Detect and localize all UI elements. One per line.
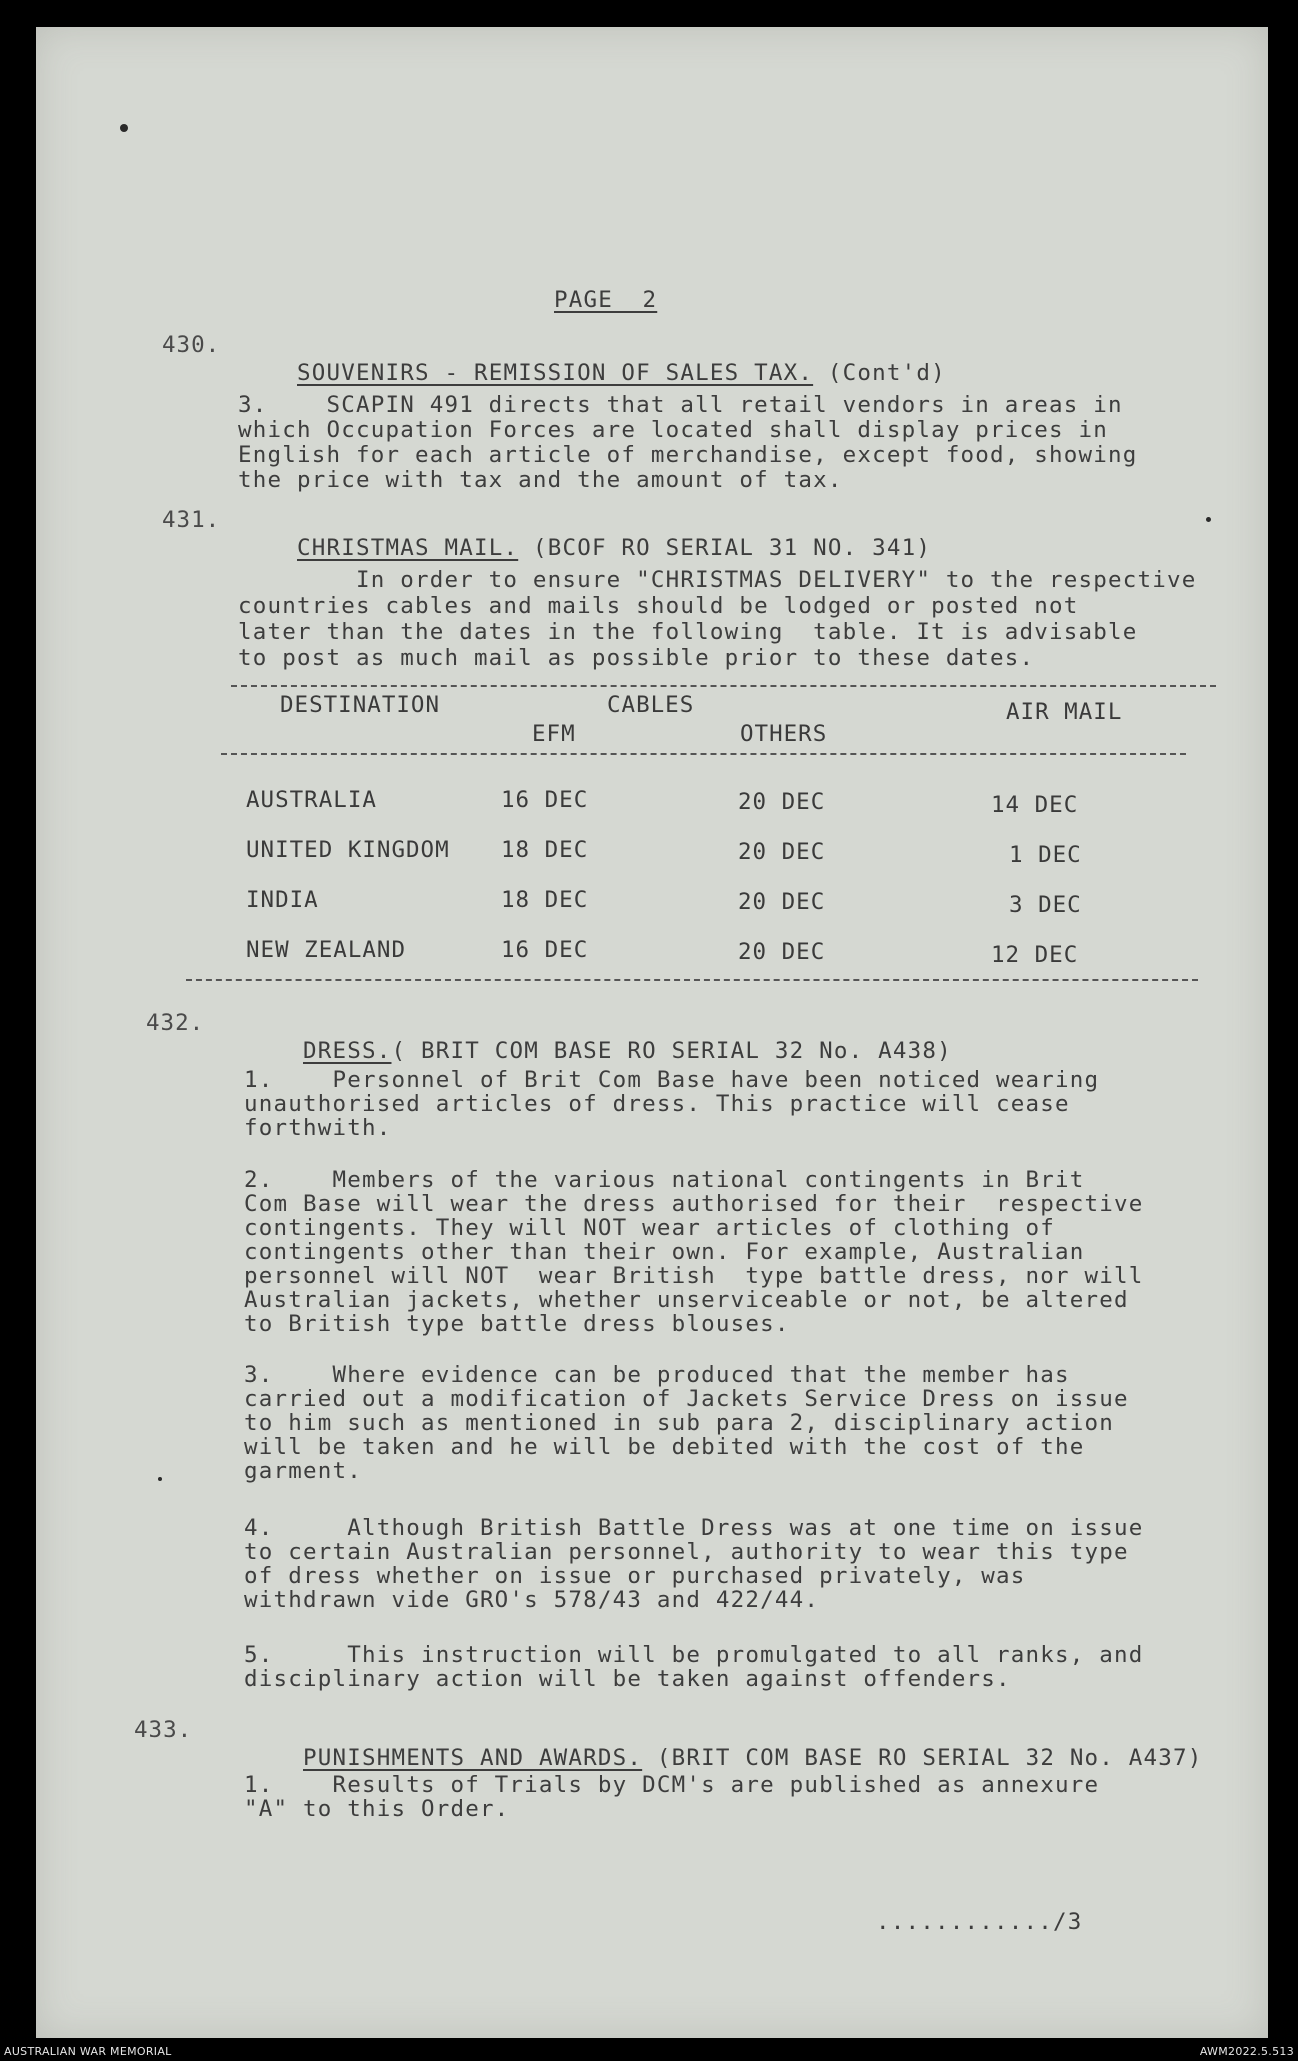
paragraph-line: to him such as mentioned in sub para 2, disciplinary action bbox=[244, 1410, 1115, 1436]
header-cables: CABLES bbox=[607, 692, 695, 718]
table-cell-others: 20 DEC bbox=[738, 889, 826, 915]
paragraph-line: to British type battle dress blouses. bbox=[244, 1311, 790, 1337]
paragraph-line: Australian jackets, whether unserviceable or not, be altered bbox=[244, 1287, 1129, 1313]
paragraph-line: English for each article of merchandise, except food, showing bbox=[238, 442, 1138, 468]
table-cell-efm: 16 DEC bbox=[501, 787, 589, 813]
paragraph-line: which Occupation Forces are located shall display prices in bbox=[238, 417, 1109, 443]
paragraph-line: "A" to this Order. bbox=[244, 1796, 510, 1822]
paragraph-line: unauthorised articles of dress. This practice will cease bbox=[244, 1091, 1070, 1117]
paragraph-line: Com Base will wear the dress authorised for their respective bbox=[244, 1191, 1144, 1217]
table-cell-others: 20 DEC bbox=[738, 839, 826, 865]
header-air-mail: AIR MAIL bbox=[1006, 699, 1123, 725]
paragraph-line: garment. bbox=[244, 1458, 362, 1484]
paragraph-line: contingents. They will NOT wear articles of clothing of bbox=[244, 1215, 1056, 1241]
header-efm: EFM bbox=[532, 721, 576, 747]
table-cell-destination: AUSTRALIA bbox=[246, 787, 377, 813]
header-others: OTHERS bbox=[740, 721, 828, 747]
ink-speck bbox=[1206, 517, 1211, 522]
ink-speck bbox=[120, 124, 128, 132]
paragraph-line: personnel will NOT wear British type battle dress, nor will bbox=[244, 1263, 1144, 1289]
table-cell-air-mail: 1 DEC bbox=[1009, 842, 1082, 868]
table-cell-efm: 18 DEC bbox=[501, 887, 589, 913]
paragraph-line: 1. Results of Trials by DCM's are published as annexure bbox=[244, 1772, 1100, 1798]
section-title: DRESS. bbox=[303, 1038, 392, 1064]
footer-right: AWM2022.5.513 bbox=[1199, 2045, 1294, 2058]
paragraph-line: to post as much mail as possible prior to these dates. bbox=[238, 645, 1035, 671]
table-rule-bottom bbox=[186, 979, 1198, 981]
section-number: 431. bbox=[162, 507, 221, 533]
section-title-suffix: ( BRIT COM BASE RO SERIAL 32 No. A438) bbox=[391, 1038, 952, 1064]
header-destination: DESTINATION bbox=[280, 692, 441, 718]
table-cell-air-mail: 3 DEC bbox=[1009, 892, 1082, 918]
paragraph-line: will be taken and he will be debited with the cost of the bbox=[244, 1434, 1085, 1460]
table-cell-destination: NEW ZEALAND bbox=[246, 937, 407, 963]
table-cell-others: 20 DEC bbox=[738, 789, 826, 815]
paragraph-line: In order to ensure "CHRISTMAS DELIVERY" to the respective bbox=[238, 567, 1197, 593]
paragraph-line: 2. Members of the various national contingents in Brit bbox=[244, 1167, 1085, 1193]
table-cell-air-mail: 14 DEC bbox=[991, 792, 1079, 818]
table-cell-destination: UNITED KINGDOM bbox=[246, 837, 450, 863]
paragraph-line: forthwith. bbox=[244, 1115, 392, 1141]
document-page bbox=[36, 27, 1268, 2038]
paragraph-line: 1. Personnel of Brit Com Base have been noticed wearing bbox=[244, 1067, 1100, 1093]
paragraph-line: carried out a modification of Jackets Service Dress on issue bbox=[244, 1386, 1129, 1412]
paragraph-line: to certain Australian personnel, authority to wear this type bbox=[244, 1539, 1129, 1565]
table-cell-others: 20 DEC bbox=[738, 939, 826, 965]
table-rule-header bbox=[221, 753, 1186, 755]
table-cell-efm: 16 DEC bbox=[501, 937, 589, 963]
section-title: PUNISHMENTS AND AWARDS. bbox=[303, 1745, 643, 1771]
section-number: 432. bbox=[146, 1010, 205, 1036]
table-cell-air-mail: 12 DEC bbox=[991, 942, 1079, 968]
table-cell-destination: INDIA bbox=[246, 887, 319, 913]
table-rule-top bbox=[231, 685, 1216, 687]
footer-left: AUSTRALIAN WAR MEMORIAL bbox=[4, 2045, 172, 2058]
section-title: CHRISTMAS MAIL. bbox=[297, 535, 519, 561]
paragraph-line: disciplinary action will be taken against offenders. bbox=[244, 1666, 1011, 1692]
paragraph-line: withdrawn vide GRO's 578/43 and 422/44. bbox=[244, 1587, 820, 1613]
section-number: 433. bbox=[134, 1717, 193, 1743]
paragraph-line: of dress whether on issue or purchased privately, was bbox=[244, 1563, 1026, 1589]
paragraph-line: 3. SCAPIN 491 directs that all retail vendors in areas in bbox=[238, 392, 1123, 418]
paragraph-line: contingents other than their own. For example, Australian bbox=[244, 1239, 1085, 1265]
paragraph-line: 3. Where evidence can be produced that the member has bbox=[244, 1362, 1070, 1388]
section-title-suffix: (BRIT COM BASE RO SERIAL 32 No. A437) bbox=[656, 1745, 1203, 1771]
paragraph-line: 4. Although British Battle Dress was at one time on issue bbox=[244, 1515, 1144, 1541]
paragraph-line: later than the dates in the following table. It is advisable bbox=[238, 619, 1138, 645]
paragraph-line: the price with tax and the amount of tax. bbox=[238, 467, 843, 493]
paragraph-line: countries cables and mails should be lodged or posted not bbox=[238, 593, 1079, 619]
section-title: SOUVENIRS - REMISSION OF SALES TAX. bbox=[297, 360, 814, 386]
continuation-marker: ............/3 bbox=[876, 1909, 1083, 1935]
paragraph-line: 5. This instruction will be promulgated to all ranks, and bbox=[244, 1642, 1144, 1668]
page-header: PAGE 2 bbox=[554, 287, 658, 313]
section-title-suffix: (BCOF RO SERIAL 31 NO. 341) bbox=[532, 535, 932, 561]
table-cell-efm: 18 DEC bbox=[501, 837, 589, 863]
section-title-suffix: (Cont'd) bbox=[827, 360, 946, 386]
section-number: 430. bbox=[162, 332, 221, 358]
ink-speck bbox=[158, 1477, 162, 1481]
